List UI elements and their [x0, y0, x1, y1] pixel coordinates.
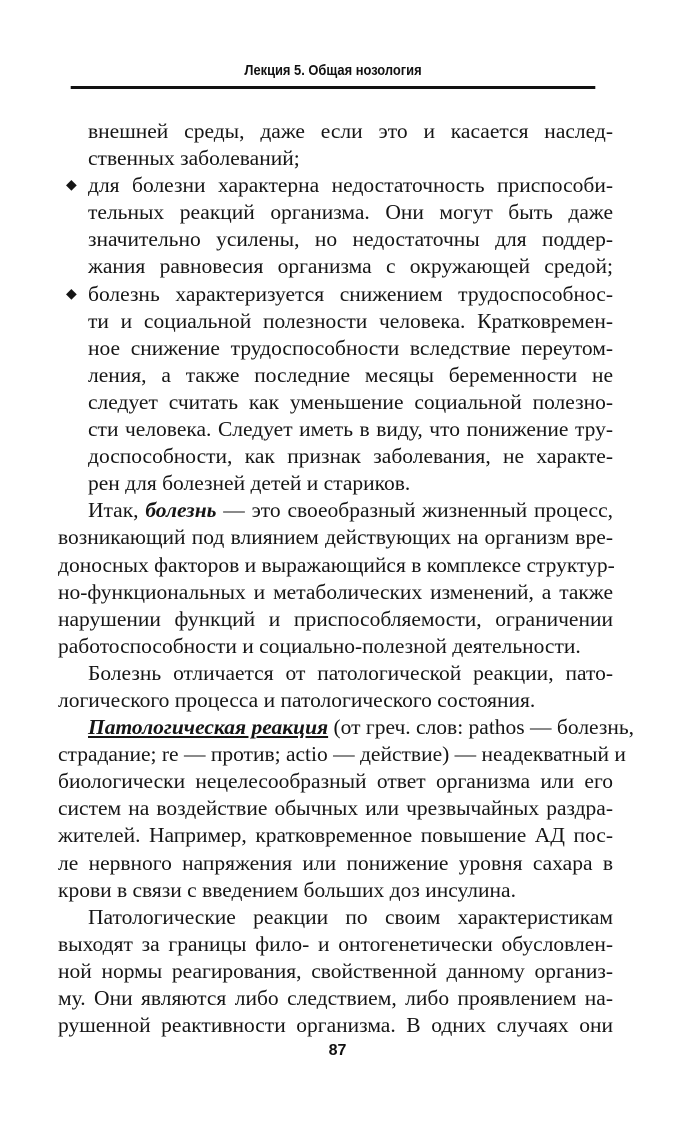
text-line: крови в связи с введением больших доз инсулина. — [58, 877, 516, 902]
text-line: ле нервного напряжения или понижение уровня сахара в — [58, 850, 613, 875]
text-line: логического процесса и патологического состояния. — [58, 687, 536, 712]
text-line: работоспособности и социально-полезной деятельности. — [58, 633, 581, 658]
text-line: сти человека. Следует иметь в виду, что понижение тру- — [88, 417, 613, 442]
text-line: жания равновесия организма с окружающей средой; — [88, 254, 613, 279]
bullet-item-2 — [58, 281, 613, 498]
running-header — [71, 60, 596, 89]
text-line: рен для болезней детей и стариков. — [88, 471, 411, 496]
text-line: ной нормы реагирования, свойственной данному организ- — [58, 958, 613, 983]
diamond-bullet-icon: ◆ — [66, 286, 77, 302]
text-line: ◆ болезнь характеризуется снижением трудоспособнос- — [58, 281, 613, 308]
paragraph-reaction-characteristics — [58, 904, 613, 1039]
header-title: Лекция 5. Общая нозология — [244, 62, 422, 79]
term-bolezn: болезнь — [145, 498, 217, 523]
body-text — [58, 118, 635, 1039]
text-line: значительно усилены, но недостаточны для поддер- — [88, 227, 613, 252]
text-line: ления, а также последние месяцы беременности не — [88, 362, 613, 387]
text-line: возникающий под влиянием действующих на организм вре- — [58, 525, 613, 550]
term-pathological-reaction: Патологическая реакция — [88, 715, 329, 740]
diamond-bullet-icon: ◆ — [66, 178, 77, 194]
text-line: выходят за границы фило- и онтогенетически обусловлен- — [58, 931, 613, 956]
text-line: ственных заболеваний; — [88, 146, 300, 171]
text-line: ти и социальной полезности человека. Кратковремен- — [88, 308, 613, 333]
text-line: но-функциональных и метаболических изменений, а также — [58, 579, 613, 604]
paragraph-disease-definition — [58, 497, 613, 660]
text-line: ное снижение трудоспособности вследствие переутом- — [88, 335, 613, 360]
text-line: доспособности, как признак заболевания, не характе- — [88, 444, 613, 469]
text-line: доносных факторов и выражающийся в комплексе структур- — [58, 552, 615, 577]
text-line: му. Они являются либо следствием, либо проявлением на- — [58, 986, 613, 1010]
text-line: тельных реакций организма. Они могут быть даже — [88, 200, 613, 225]
bullet-item-1 — [58, 172, 613, 280]
text-line: внешней среды, даже если это и касается наслед- — [88, 119, 613, 143]
text-line: жителей. Например, кратковременное повышение АД пос- — [58, 823, 613, 848]
text-line: Итак, болезнь — это своеобразный жизненный процесс, — [88, 498, 613, 523]
paragraph-disease-difference — [58, 660, 613, 714]
text-line: ◆ для болезни характерна недостаточность приспособи- — [58, 172, 613, 199]
paragraph-pathological-reaction — [58, 714, 635, 904]
text-line: биологически нецелесообразный ответ организма или его — [58, 769, 613, 794]
text-line: рушенной реактивности организма. В одних случаях они — [58, 1013, 613, 1038]
page-number: 87 — [328, 1042, 347, 1059]
text-line: Патологические реакции по своим характеристикам — [88, 904, 613, 929]
text-line: Болезнь отличается от патологической реакции, пато- — [88, 660, 613, 685]
text-line: следует считать как уменьшение социальной полезно- — [88, 389, 613, 414]
text-line: нарушении функций и приспособляемости, ограничении — [58, 606, 613, 631]
text-line: страдание; re — против; actio — действие) — неадекватный и — [58, 742, 626, 767]
text-line: Патологическая реакция (от греч. слов: pathos — болезнь, — [88, 715, 635, 740]
bullet-continuation — [58, 118, 613, 172]
text-line: систем на воздействие обычных или чрезвычайных раздра- — [58, 796, 613, 821]
